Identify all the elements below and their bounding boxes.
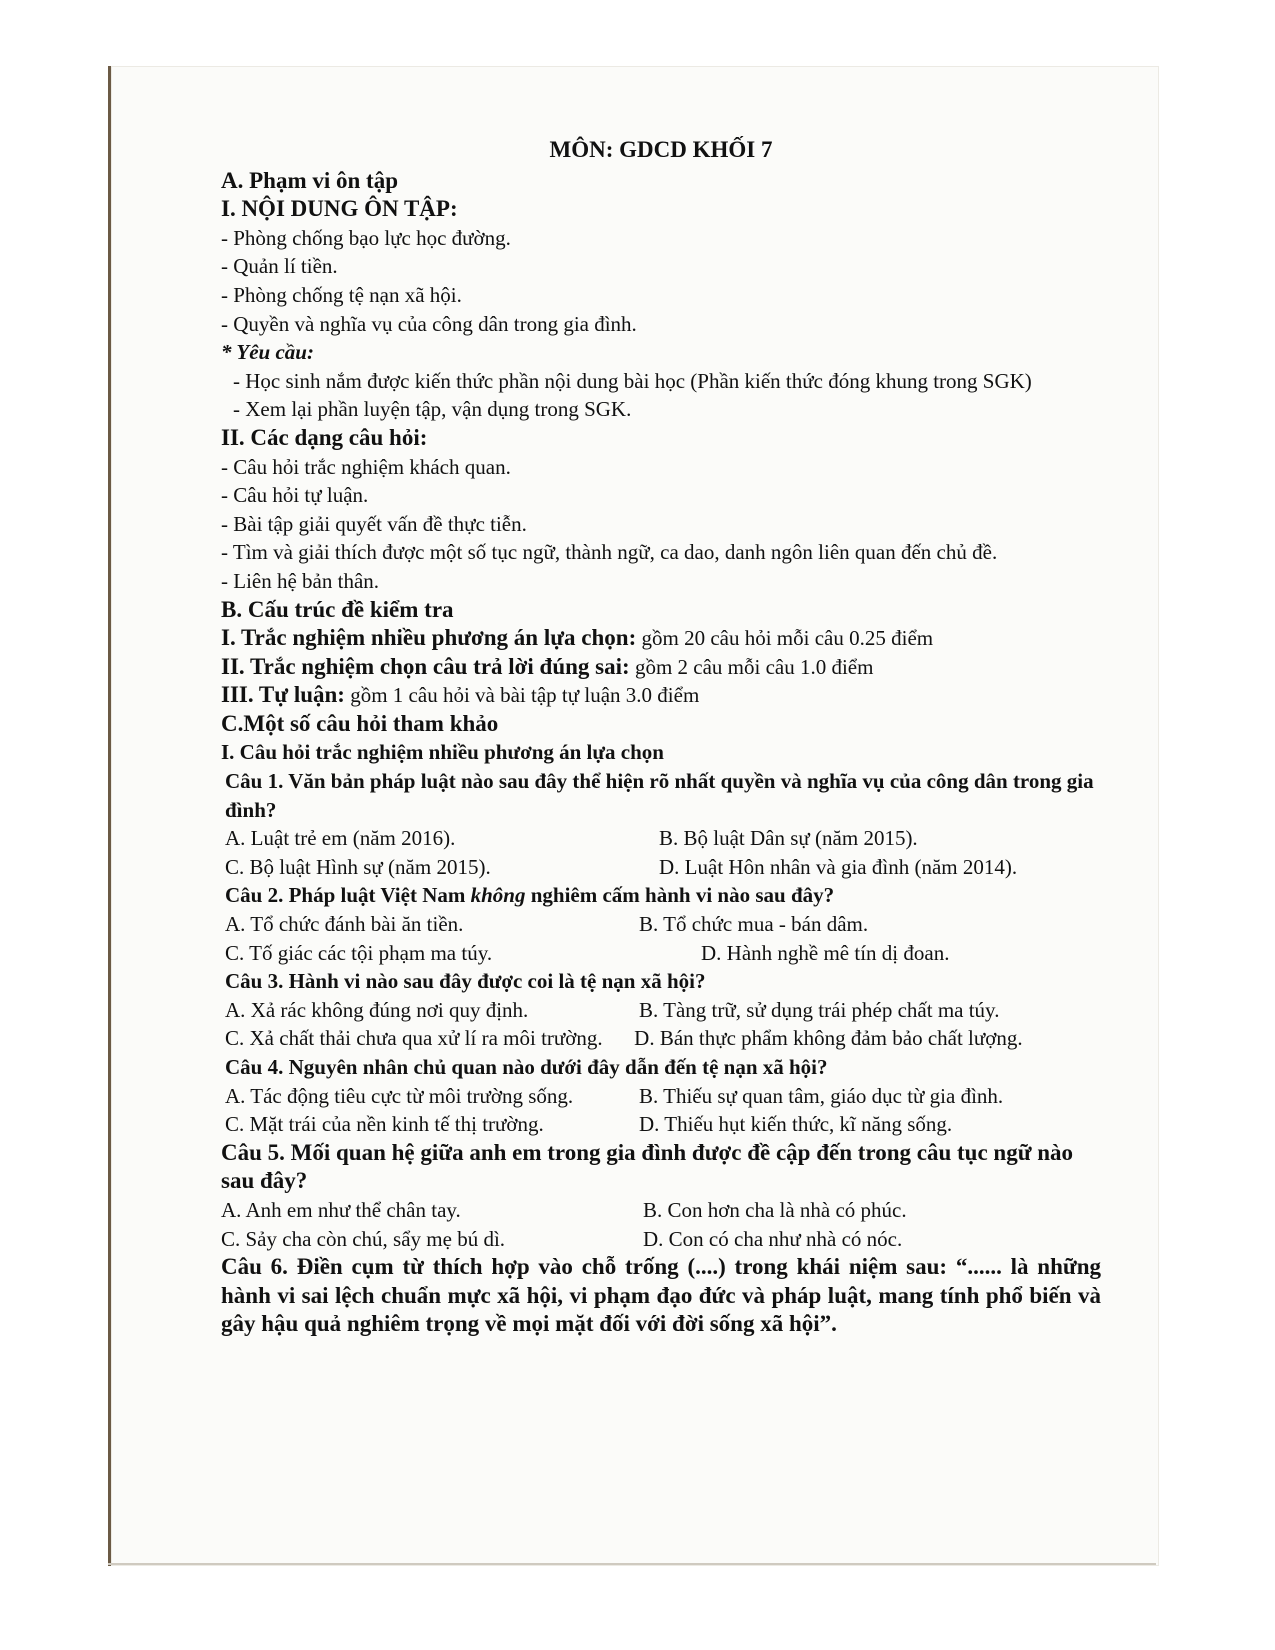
structure-line [221, 653, 1101, 682]
option-a: A. Anh em như thể chân tay. [221, 1197, 461, 1222]
question-type-item: - Bài tập giải quyết vấn đề thực tiễn. [221, 511, 527, 536]
option-c: C. Xả chất thải chưa qua xử lí ra môi trường. [225, 1026, 603, 1051]
requirement-heading: * Yêu cầu: [221, 340, 314, 365]
question-6-stem: Câu 6. Điền cụm từ thích hợp vào chỗ trống (....) trong khái niệm sau: “...... là những hành vi sai lệch chuẩn mực xã hội, vi phạm đạo đức và pháp luật, mang tính phổ biến và gây hậu quả nghiêm trọng về mọi mặt đối với đời sống xã hội”. [221, 1254, 1101, 1337]
content-item: - Phòng chống bạo lực học đường. [221, 225, 511, 250]
content-item: - Quyền và nghĩa vụ của công dân trong gia đình. [221, 311, 637, 336]
option-a: A. Xả rác không đúng nơi quy định. [225, 997, 529, 1022]
document-title: MÔN: GDCD KHỐI 7 [549, 137, 773, 162]
option-b: B. Thiếu sự quan tâm, giáo dục từ gia đình. [639, 1083, 1004, 1108]
option-c: C. Tố giác các tội phạm ma túy. [225, 940, 493, 965]
question-4-stem: Câu 4. Nguyên nhân chủ quan nào dưới đây dẫn đến tệ nạn xã hội? [225, 1055, 828, 1079]
option-c: C. Bộ luật Hình sự (năm 2015). [225, 854, 491, 879]
content-item: - Quản lí tiền. [221, 254, 338, 279]
option-b: B. Bộ luật Dân sự (năm 2015). [659, 826, 918, 851]
structure-detail: gồm 20 câu hỏi mỗi câu 0.25 điểm [636, 626, 934, 651]
requirement-item: - Học sinh nắm được kiến thức phần nội dung bài học (Phần kiến thức đóng khung trong SGK) [233, 368, 1032, 393]
question-2-stem [221, 881, 1101, 910]
mcq-subheading: I. Câu hỏi trắc nghiệm nhiều phương án lựa chọn [221, 740, 664, 765]
option-d: D. Bán thực phẩm không đảm bảo chất lượng. [634, 1026, 1023, 1051]
structure-detail: gồm 2 câu mỗi câu 1.0 điểm [629, 654, 874, 679]
question-3-options-cd [221, 1024, 1101, 1053]
option-b: B. Tổ chức mua - bán dâm. [639, 912, 869, 937]
question-5-stem: Câu 5. Mối quan hệ giữa anh em trong gia đình được đề cập đến trong câu tục ngữ nào sau đây? [221, 1139, 1074, 1194]
section-1-heading: I. NỘI DUNG ÔN TẬP: [221, 196, 458, 222]
question-2-emphasis: không [470, 883, 526, 908]
structure-line [221, 681, 1101, 710]
question-1-stem: Câu 1. Văn bản pháp luật nào sau đây thể hiện rõ nhất quyền và nghĩa vụ của công dân trong gia đình? [225, 769, 1094, 822]
option-c: C. Sảy cha còn chú, sẩy mẹ bú dì. [221, 1226, 506, 1251]
part-b-heading: B. Cấu trúc đề kiểm tra [221, 596, 454, 622]
option-d: D. Thiếu hụt kiến thức, kĩ năng sống. [639, 1112, 953, 1137]
paper-bottom-edge [108, 1563, 1156, 1565]
question-2-stem-end: nghiêm cấm hành vi nào sau đây? [525, 883, 835, 908]
question-4-options [221, 1082, 1101, 1139]
part-a-heading: A. Phạm vi ôn tập [221, 167, 398, 193]
question-2-options [221, 910, 1101, 967]
option-a: A. Tác động tiêu cực từ môi trường sống. [225, 1083, 574, 1108]
question-type-item: - Câu hỏi tự luận. [221, 483, 369, 508]
document-body [221, 136, 1101, 1339]
structure-label: II. Trắc nghiệm chọn câu trả lời đúng sai: [221, 653, 630, 679]
option-d: D. Hành nghề mê tín dị đoan. [701, 940, 950, 965]
option-b: B. Tàng trữ, sử dụng trái phép chất ma túy. [639, 997, 1000, 1022]
question-3-stem: Câu 3. Hành vi nào sau đây được coi là tệ nạn xã hội? [225, 969, 706, 994]
section-2-heading: II. Các dạng câu hỏi: [221, 424, 428, 450]
question-5-options [221, 1196, 1101, 1253]
question-type-item: - Tìm và giải thích được một số tục ngữ, thành ngữ, ca dao, danh ngôn liên quan đến chủ đề. [221, 540, 998, 565]
option-d: D. Luật Hôn nhân và gia đình (năm 2014). [659, 854, 1018, 879]
option-b: B. Con hơn cha là nhà có phúc. [643, 1197, 907, 1222]
option-c: C. Mặt trái của nền kinh tế thị trường. [225, 1112, 544, 1137]
part-c-heading: C.Một số câu hỏi tham khảo [221, 710, 499, 736]
option-d: D. Con có cha như nhà có nóc. [643, 1226, 903, 1251]
structure-label: I. Trắc nghiệm nhiều phương án lựa chọn: [221, 625, 637, 651]
structure-line [221, 624, 1101, 653]
question-type-item: - Câu hỏi trắc nghiệm khách quan. [221, 454, 511, 479]
question-3-options [221, 996, 1101, 1025]
option-a: A. Luật trẻ em (năm 2016). [225, 826, 456, 851]
question-2-stem-start: Câu 2. Pháp luật Việt Nam [225, 883, 471, 908]
structure-label: III. Tự luận: [221, 682, 345, 708]
option-a: A. Tổ chức đánh bài ăn tiền. [225, 912, 464, 937]
requirement-item: - Xem lại phần luyện tập, vận dụng trong SGK. [233, 397, 632, 422]
content-item: - Phòng chống tệ nạn xã hội. [221, 282, 462, 307]
question-1-options [221, 824, 1101, 881]
structure-detail: gồm 1 câu hỏi và bài tập tự luận 3.0 điểm [344, 683, 700, 708]
question-type-item: - Liên hệ bản thân. [221, 568, 380, 593]
